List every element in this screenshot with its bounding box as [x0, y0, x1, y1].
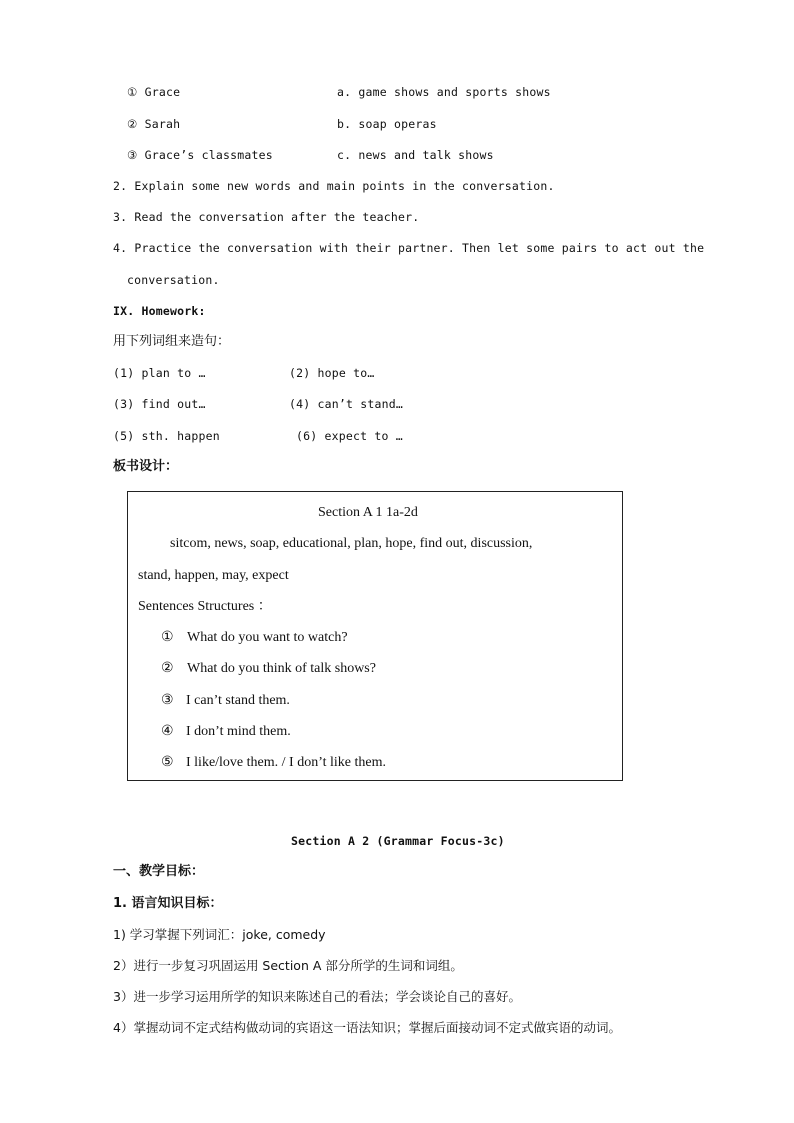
homework-instruction: 用下列词组来造句： [113, 334, 231, 349]
structure-sentence-2: What do you think of talk shows? [187, 661, 376, 676]
section2-title: Section A 2 (Grammar Focus-3c) [291, 834, 505, 848]
structure-sentence-4: I don’t mind them. [186, 724, 291, 739]
homework-heading: IX. Homework: [113, 304, 206, 318]
structure-number-2: ② [161, 661, 174, 676]
language-goal-heading: 1. 语言知识目标： [113, 896, 223, 911]
structure-number-4: ④ [161, 724, 174, 739]
board-structures-label: Sentences Structures ： [138, 599, 272, 614]
step-3: 3. Read the conversation after the teacher. [113, 210, 420, 224]
structure-number-3: ③ [161, 693, 174, 708]
match-person-1: ① Grace [127, 85, 181, 99]
step-4-line1: 4. Practice the conversation with their partner. Then let some pairs to act out the [113, 241, 705, 255]
structure-sentence-5: I like/love them. / I don’t like them. [186, 755, 386, 770]
match-person-3: ③ Grace’s classmates [127, 148, 273, 162]
homework-item-1: (1) plan to … [113, 366, 206, 380]
board-heading: 板书设计： [113, 459, 179, 474]
board-vocab-line1: sitcom, news, soap, educational, plan, hope, find out, discussion, [170, 536, 533, 551]
match-option-c: c. news and talk shows [337, 148, 494, 162]
board-vocab-line2: stand, happen, may, expect [138, 568, 289, 583]
match-option-b: b. soap operas [337, 117, 437, 131]
goal-item-4: 4）掌握动词不定式结构做动词的宾语这一语法知识；掌握后面接动词不定式做宾语的动词。 [113, 1020, 621, 1035]
step-4-line2: conversation. [127, 273, 220, 287]
homework-item-6: (6) expect to … [296, 429, 403, 443]
homework-item-3: (3) find out… [113, 397, 206, 411]
structure-number-5: ⑤ [161, 755, 174, 770]
match-option-a: a. game shows and sports shows [337, 85, 551, 99]
goal-item-2: 2）进行一步复习巩固运用 Section A 部分所学的生词和词组。 [113, 958, 463, 973]
goal-item-1: 1) 学习掌握下列词汇：joke, comedy [113, 927, 326, 942]
homework-item-5: (5) sth. happen [113, 429, 220, 443]
match-person-2: ② Sarah [127, 117, 181, 131]
structure-sentence-1: What do you want to watch? [187, 630, 348, 645]
goal-item-3: 3）进一步学习运用所学的知识来陈述自己的看法；学会谈论自己的喜好。 [113, 989, 521, 1004]
step-2: 2. Explain some new words and main points in the conversation. [113, 179, 555, 193]
homework-item-2: (2) hope to… [289, 366, 375, 380]
structure-number-1: ① [161, 630, 174, 645]
goals-heading: 一、教学目标： [113, 864, 205, 879]
board-title: Section A 1 1a-2d [318, 505, 418, 520]
homework-item-4: (4) can’t stand… [289, 397, 403, 411]
structure-sentence-3: I can’t stand them. [186, 693, 290, 708]
